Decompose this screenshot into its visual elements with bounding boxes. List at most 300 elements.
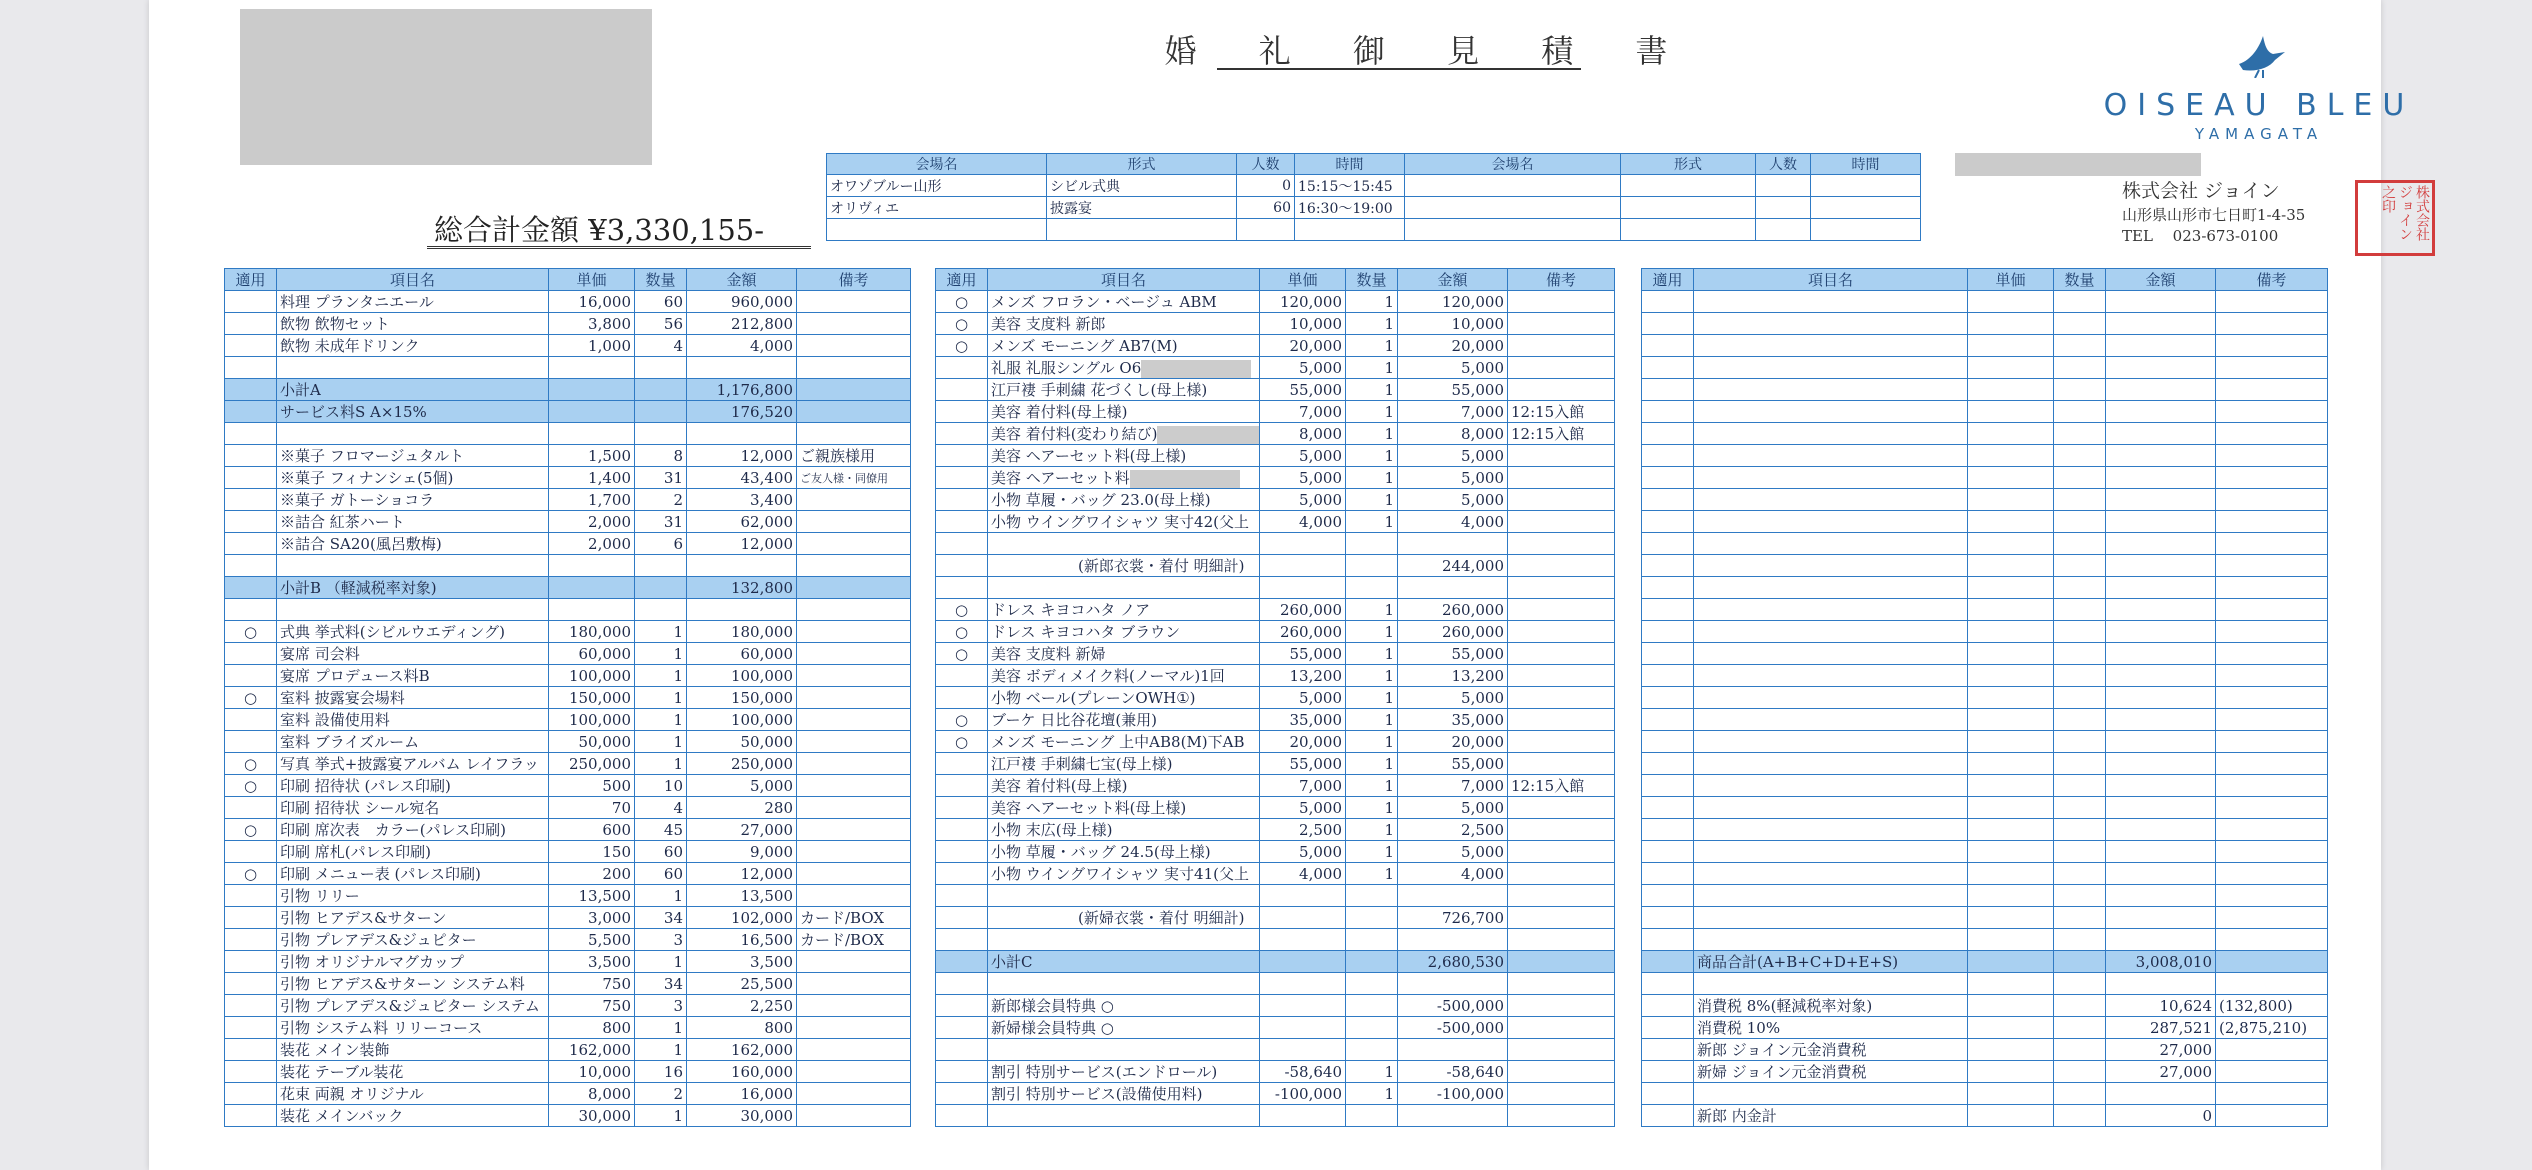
unit-price: 100,000 — [549, 665, 635, 687]
note — [2216, 401, 2328, 423]
venue-cell — [1811, 219, 1921, 241]
item-name: 新婦 ジョイン元金消費税 — [1694, 1061, 1968, 1083]
amount: 176,520 — [687, 401, 797, 423]
apply-mark — [936, 753, 988, 775]
apply-mark — [936, 797, 988, 819]
note — [2216, 643, 2328, 665]
apply-mark — [1642, 709, 1694, 731]
venue-cell: オリヴィエ — [827, 197, 1047, 219]
quantity: 1 — [1346, 797, 1398, 819]
note — [1508, 929, 1615, 951]
quantity: 1 — [635, 687, 687, 709]
quantity: 3 — [635, 995, 687, 1017]
amount: 20,000 — [1398, 731, 1508, 753]
item-name — [1694, 335, 1968, 357]
item-name: 割引 特別サービス(設備使用料) — [988, 1083, 1260, 1105]
amount: 10,000 — [1398, 313, 1508, 335]
venue-cell — [1405, 197, 1621, 219]
amount: 20,000 — [1398, 335, 1508, 357]
item-row — [1642, 313, 2328, 335]
item-row — [936, 1105, 1615, 1127]
item-row — [1642, 357, 2328, 379]
unit-price: 750 — [549, 995, 635, 1017]
quantity: 1 — [1346, 753, 1398, 775]
note — [1508, 753, 1615, 775]
unit-price: 1,500 — [549, 445, 635, 467]
item-name — [1694, 863, 1968, 885]
apply-mark — [225, 357, 277, 379]
item-row — [225, 819, 911, 841]
unit-price — [549, 357, 635, 379]
item-row — [936, 599, 1615, 621]
item-row — [225, 929, 911, 951]
quantity — [2054, 709, 2106, 731]
unit-price — [1968, 1083, 2054, 1105]
apply-mark — [1642, 643, 1694, 665]
quantity — [635, 555, 687, 577]
quantity: 1 — [1346, 621, 1398, 643]
item-row — [936, 973, 1615, 995]
item-row — [936, 731, 1615, 753]
item-name — [1694, 643, 1968, 665]
item-row — [936, 357, 1615, 379]
note — [2216, 709, 2328, 731]
unit-price — [1968, 335, 2054, 357]
apply-mark — [225, 489, 277, 511]
amount — [2106, 533, 2216, 555]
note — [2216, 929, 2328, 951]
item-name: ドレス キヨコハタ ブラウン — [988, 621, 1260, 643]
note — [1508, 841, 1615, 863]
venue-cell — [1811, 175, 1921, 197]
quantity: 1 — [1346, 775, 1398, 797]
unit-price: 150 — [549, 841, 635, 863]
apply-mark — [936, 1083, 988, 1105]
note — [2216, 863, 2328, 885]
venue-cell — [1047, 219, 1237, 241]
venue-cell — [1237, 219, 1295, 241]
item-row — [936, 291, 1615, 313]
unit-price: 2,000 — [549, 511, 635, 533]
note — [797, 599, 911, 621]
item-name — [988, 1105, 1260, 1127]
apply-mark — [1642, 335, 1694, 357]
venue-cell — [1405, 219, 1621, 241]
amount: 27,000 — [2106, 1061, 2216, 1083]
apply-mark — [1642, 797, 1694, 819]
unit-price: 60,000 — [549, 643, 635, 665]
column-header: 単価 — [549, 269, 635, 291]
apply-mark — [936, 1061, 988, 1083]
apply-mark — [1642, 995, 1694, 1017]
item-name: 花束 両親 オリジナル — [277, 1083, 549, 1105]
item-name: 新郎様会員特典 ○ — [988, 995, 1260, 1017]
note — [1508, 357, 1615, 379]
redacted-text — [1955, 153, 2201, 176]
quantity: 1 — [635, 709, 687, 731]
item-name: 印刷 招待状 (パレス印刷) — [277, 775, 549, 797]
item-row — [936, 489, 1615, 511]
quantity: 1 — [635, 1039, 687, 1061]
apply-mark — [225, 401, 277, 423]
item-name — [1694, 929, 1968, 951]
amount: 12,000 — [687, 863, 797, 885]
item-row — [1642, 731, 2328, 753]
note — [1508, 643, 1615, 665]
note — [2216, 951, 2328, 973]
unit-price — [1968, 951, 2054, 973]
quantity — [2054, 1017, 2106, 1039]
amount: 50,000 — [687, 731, 797, 753]
item-row — [936, 511, 1615, 533]
venue-cell — [1621, 175, 1756, 197]
item-row — [225, 555, 911, 577]
unit-price: 150,000 — [549, 687, 635, 709]
quantity — [2054, 907, 2106, 929]
apply-mark — [936, 863, 988, 885]
unit-price: 55,000 — [1260, 643, 1346, 665]
apply-mark — [1642, 1105, 1694, 1127]
venue-header-cell: 人数 — [1756, 154, 1811, 175]
quantity: 31 — [635, 511, 687, 533]
apply-mark — [936, 819, 988, 841]
item-name: ドレス キヨコハタ ノア — [988, 599, 1260, 621]
quantity: 3 — [635, 929, 687, 951]
apply-mark — [936, 577, 988, 599]
item-row — [1642, 379, 2328, 401]
note — [797, 423, 911, 445]
note — [2216, 621, 2328, 643]
item-name — [1694, 775, 1968, 797]
venue-cell — [1756, 219, 1811, 241]
item-name — [1694, 1083, 1968, 1105]
item-name — [277, 357, 549, 379]
apply-mark — [936, 423, 988, 445]
note — [797, 313, 911, 335]
company-tel: TEL 023-673-0100 — [2122, 227, 2279, 245]
item-row — [1642, 489, 2328, 511]
item-row — [225, 1061, 911, 1083]
item-name — [1694, 291, 1968, 313]
quantity — [2054, 599, 2106, 621]
quantity — [2054, 1039, 2106, 1061]
column-header: 数量 — [2054, 269, 2106, 291]
amount: 160,000 — [687, 1061, 797, 1083]
item-name — [1694, 423, 1968, 445]
unit-price: 260,000 — [1260, 599, 1346, 621]
quantity — [1346, 907, 1398, 929]
amount — [687, 599, 797, 621]
apply-mark — [1642, 687, 1694, 709]
apply-mark — [936, 467, 988, 489]
note — [1508, 445, 1615, 467]
apply-mark — [225, 797, 277, 819]
item-name: 美容 着付料(母上様) — [988, 401, 1260, 423]
grand-total-underline — [427, 246, 811, 249]
column-header: 適用 — [225, 269, 277, 291]
item-row — [1642, 577, 2328, 599]
apply-mark — [1642, 577, 1694, 599]
note: (2,875,210) — [2216, 1017, 2328, 1039]
note — [1508, 489, 1615, 511]
amount — [2106, 885, 2216, 907]
amount: 726,700 — [1398, 907, 1508, 929]
amount — [2106, 709, 2216, 731]
apply-mark: ○ — [225, 687, 277, 709]
note — [1508, 709, 1615, 731]
item-name: 美容 支度料 新郎 — [988, 313, 1260, 335]
amount — [2106, 1083, 2216, 1105]
apply-mark — [1642, 511, 1694, 533]
unit-price: 120,000 — [1260, 291, 1346, 313]
note — [797, 775, 911, 797]
amount: 162,000 — [687, 1039, 797, 1061]
column-header: 金額 — [2106, 269, 2216, 291]
amount: 3,500 — [687, 951, 797, 973]
item-name — [1694, 489, 1968, 511]
unit-price — [1260, 577, 1346, 599]
venue-cell: 披露宴 — [1047, 197, 1237, 219]
item-row — [936, 1083, 1615, 1105]
unit-price: 750 — [549, 973, 635, 995]
amount: 7,000 — [1398, 775, 1508, 797]
column-header: 数量 — [1346, 269, 1398, 291]
item-name — [1694, 621, 1968, 643]
note — [2216, 313, 2328, 335]
apply-mark — [936, 511, 988, 533]
venue-cell: 60 — [1237, 197, 1295, 219]
quantity — [635, 379, 687, 401]
note — [797, 1061, 911, 1083]
quantity — [2054, 511, 2106, 533]
quantity: 1 — [1346, 379, 1398, 401]
note — [1508, 687, 1615, 709]
quantity — [2054, 291, 2106, 313]
quantity: 34 — [635, 973, 687, 995]
item-row — [225, 665, 911, 687]
quantity — [1346, 929, 1398, 951]
item-row — [1642, 687, 2328, 709]
quantity: 45 — [635, 819, 687, 841]
item-row — [225, 599, 911, 621]
unit-price — [1260, 907, 1346, 929]
amount: 4,000 — [1398, 863, 1508, 885]
unit-price: 13,200 — [1260, 665, 1346, 687]
company-address: 山形県山形市七日町1-4-35 — [2122, 206, 2306, 224]
unit-price — [1968, 401, 2054, 423]
amount: 102,000 — [687, 907, 797, 929]
note — [2216, 687, 2328, 709]
note — [2216, 775, 2328, 797]
unit-price — [1260, 1039, 1346, 1061]
quantity: 8 — [635, 445, 687, 467]
item-row — [225, 1017, 911, 1039]
item-name: ※菓子 ガトーショコラ — [277, 489, 549, 511]
item-name: 消費税 10% — [1694, 1017, 1968, 1039]
note — [2216, 665, 2328, 687]
item-name: 小計B （軽減税率対象) — [277, 577, 549, 599]
item-row — [225, 687, 911, 709]
apply-mark — [936, 841, 988, 863]
estimate-sheet — [149, 0, 2430, 1170]
quantity — [2054, 687, 2106, 709]
unit-price — [1968, 995, 2054, 1017]
quantity: 1 — [1346, 731, 1398, 753]
item-name: 式典 挙式料(シビルウエディング) — [277, 621, 549, 643]
item-row — [1642, 445, 2328, 467]
item-row — [225, 467, 911, 489]
quantity — [2054, 929, 2106, 951]
unit-price — [1968, 313, 2054, 335]
unit-price: 5,000 — [1260, 357, 1346, 379]
item-name: メンズ モーニング AB7(M) — [988, 335, 1260, 357]
unit-price: 5,000 — [1260, 445, 1346, 467]
amount — [2106, 907, 2216, 929]
unit-price: 100,000 — [549, 709, 635, 731]
unit-price — [1968, 731, 2054, 753]
quantity — [2054, 819, 2106, 841]
note — [1508, 863, 1615, 885]
item-row — [1642, 709, 2328, 731]
note: カード/BOX — [797, 907, 911, 929]
quantity: 16 — [635, 1061, 687, 1083]
venue-row — [827, 175, 1921, 197]
unit-price — [1968, 841, 2054, 863]
item-row — [936, 621, 1615, 643]
apply-mark — [225, 951, 277, 973]
note — [1508, 599, 1615, 621]
note — [1508, 533, 1615, 555]
note — [2216, 1105, 2328, 1127]
note — [797, 731, 911, 753]
note — [2216, 1061, 2328, 1083]
item-name: (新郎衣裳・着付 明細計) — [988, 555, 1260, 577]
item-row — [936, 819, 1615, 841]
unit-price: 55,000 — [1260, 379, 1346, 401]
amount: 25,500 — [687, 973, 797, 995]
item-row — [225, 709, 911, 731]
apply-mark: ○ — [936, 291, 988, 313]
subtotal-row — [225, 577, 911, 599]
item-name — [1694, 555, 1968, 577]
quantity — [2054, 951, 2106, 973]
amount — [2106, 599, 2216, 621]
item-name: 引物 オリジナルマグカップ — [277, 951, 549, 973]
note — [797, 577, 911, 599]
quantity: 1 — [1346, 423, 1398, 445]
unit-price — [549, 401, 635, 423]
amount — [2106, 379, 2216, 401]
apply-mark — [936, 995, 988, 1017]
item-name: ※菓子 フィナンシェ(5個) — [277, 467, 549, 489]
note — [797, 335, 911, 357]
quantity — [2054, 665, 2106, 687]
apply-mark — [1642, 401, 1694, 423]
note — [1508, 973, 1615, 995]
amount: 244,000 — [1398, 555, 1508, 577]
unit-price — [1260, 951, 1346, 973]
venue-cell — [1295, 219, 1405, 241]
apply-mark — [1642, 291, 1694, 313]
redacted-text — [1141, 360, 1251, 378]
item-name: 新婦様会員特典 ○ — [988, 1017, 1260, 1039]
amount — [2106, 445, 2216, 467]
apply-mark — [936, 951, 988, 973]
amount: 5,000 — [1398, 489, 1508, 511]
note — [2216, 973, 2328, 995]
unit-price — [1968, 555, 2054, 577]
item-name: 小物 草履・バッグ 23.0(母上様) — [988, 489, 1260, 511]
venue-cell: 16:30～19:00 — [1295, 197, 1405, 219]
note — [2216, 489, 2328, 511]
unit-price — [1968, 511, 2054, 533]
quantity: 1 — [1346, 357, 1398, 379]
unit-price: 35,000 — [1260, 709, 1346, 731]
amount: 16,000 — [687, 1083, 797, 1105]
note — [797, 643, 911, 665]
quantity: 1 — [1346, 511, 1398, 533]
item-row — [1642, 907, 2328, 929]
amount: 43,400 — [687, 467, 797, 489]
unit-price — [1968, 665, 2054, 687]
unit-price — [1968, 533, 2054, 555]
quantity — [2054, 995, 2106, 1017]
amount: 12,000 — [687, 533, 797, 555]
apply-mark — [1642, 423, 1694, 445]
apply-mark — [936, 665, 988, 687]
unit-price: 2,000 — [549, 533, 635, 555]
item-name: 宴席 司会料 — [277, 643, 549, 665]
unit-price — [549, 423, 635, 445]
item-name: 飲物 飲物セット — [277, 313, 549, 335]
amount: 55,000 — [1398, 753, 1508, 775]
amount: 3,400 — [687, 489, 797, 511]
amount: 60,000 — [687, 643, 797, 665]
item-name: 江戸褄 手刺繍七宝(母上様) — [988, 753, 1260, 775]
venue-header-row — [827, 154, 1921, 175]
amount: 62,000 — [687, 511, 797, 533]
item-row — [936, 687, 1615, 709]
apply-mark — [225, 577, 277, 599]
quantity — [2054, 379, 2106, 401]
quantity: 1 — [635, 621, 687, 643]
amount: 0 — [2106, 1105, 2216, 1127]
apply-mark — [1642, 1061, 1694, 1083]
item-row — [1642, 533, 2328, 555]
column-header: 金額 — [687, 269, 797, 291]
amount: 120,000 — [1398, 291, 1508, 313]
item-row — [225, 863, 911, 885]
note — [797, 709, 911, 731]
venue-table — [826, 153, 1921, 241]
amount — [687, 555, 797, 577]
note — [1508, 731, 1615, 753]
amount: 55,000 — [1398, 643, 1508, 665]
note — [1508, 1061, 1615, 1083]
note — [797, 973, 911, 995]
amount — [2106, 555, 2216, 577]
note: 12:15入館 — [1508, 423, 1615, 445]
item-name — [1694, 841, 1968, 863]
item-name: 印刷 招待状 シール宛名 — [277, 797, 549, 819]
item-row — [936, 401, 1615, 423]
item-row — [936, 841, 1615, 863]
item-name: 室料 ブライズルーム — [277, 731, 549, 753]
amount — [2106, 313, 2216, 335]
brand-location: YAMAGATA — [2194, 125, 2324, 143]
quantity: 2 — [635, 489, 687, 511]
note — [2216, 1083, 2328, 1105]
